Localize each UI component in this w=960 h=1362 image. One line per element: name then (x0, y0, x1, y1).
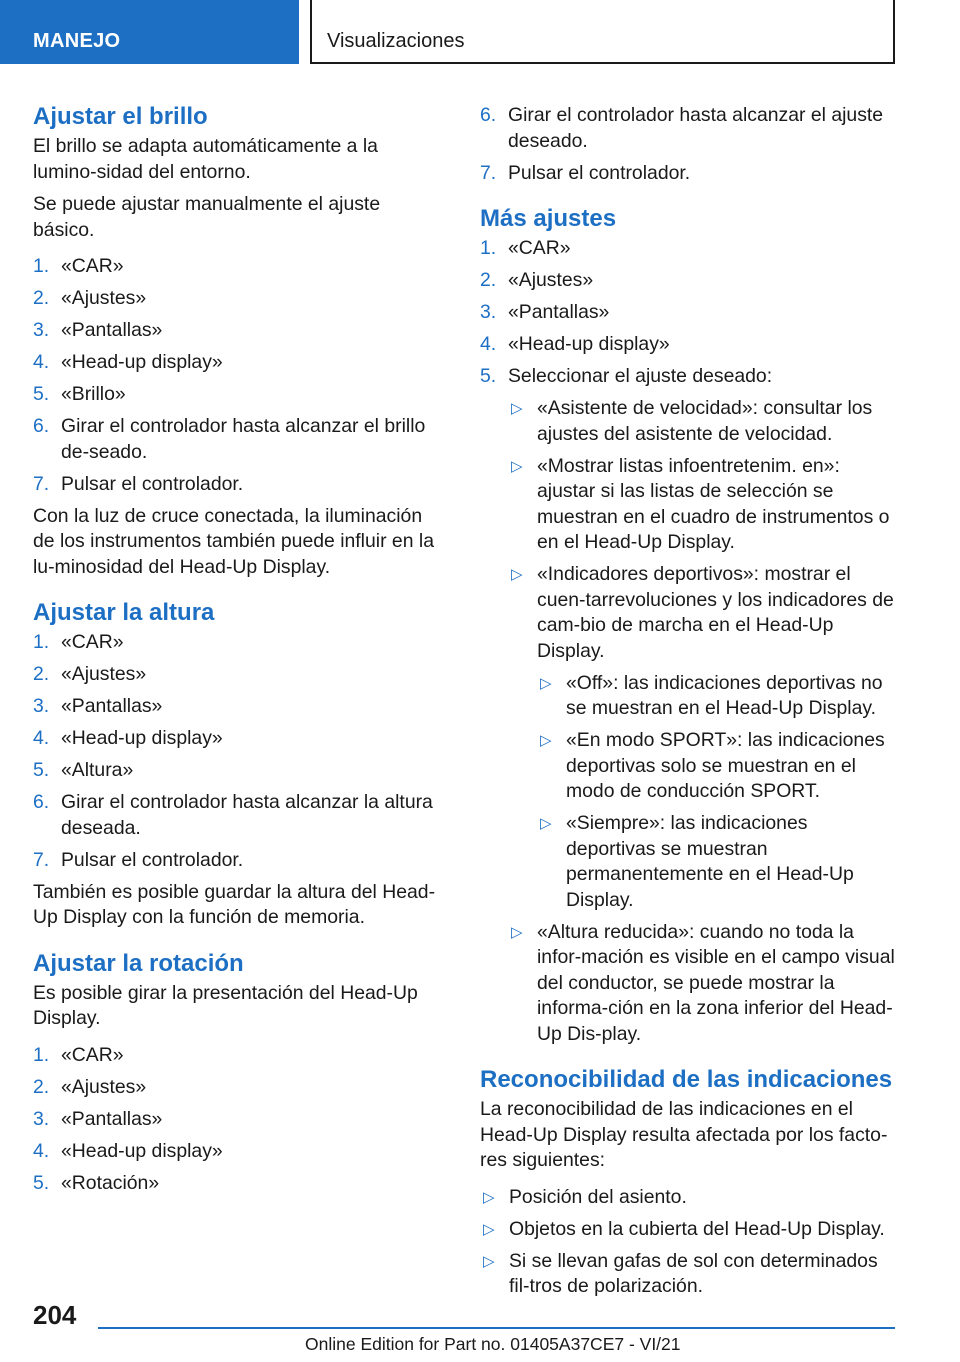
list-item (33, 790, 445, 841)
step-number: 7. (480, 161, 497, 184)
step-number: 4. (33, 351, 50, 373)
step-number: 1. (33, 255, 50, 277)
steps-rotation-continued (480, 103, 898, 186)
footer-divider (98, 1327, 895, 1329)
list-item (480, 1185, 898, 1211)
step-number: 2. (33, 1075, 50, 1098)
list-item (480, 332, 898, 358)
step-text: Seleccionar el ajuste deseado: (508, 365, 773, 387)
list-item (480, 364, 898, 1047)
step-text: «CAR» (61, 255, 124, 277)
list-item (33, 1075, 445, 1101)
paragraph: La reconocibilidad de las indicaciones en el Head-Up Display resulta afectada por los facto-res siguientes: (480, 1098, 888, 1171)
sub-options-list (537, 671, 898, 914)
step-number: 4. (33, 727, 50, 749)
triangle-bullet-icon: ▷ (540, 732, 552, 749)
heading-height: Ajustar la altura (33, 599, 215, 626)
step-number: 6. (33, 791, 50, 813)
triangle-bullet-icon: ▷ (511, 566, 523, 583)
step-number: 5. (33, 1171, 50, 1194)
option-text: «Asistente de velocidad»: consultar los ajustes del asistente de velocidad. (537, 397, 873, 445)
list-item (33, 1043, 445, 1069)
triangle-bullet-icon: ▷ (511, 457, 523, 475)
option-text: «En modo SPORT»: las indicaciones deportivas solo se muestran en el modo de conducción SPORT. (566, 729, 885, 802)
step-number: 4. (480, 333, 497, 355)
step-text: Pulsar el controlador. (508, 161, 691, 184)
step-text: Girar el controlador hasta alcanzar el ajuste deseado. (508, 104, 884, 152)
paragraph: También es posible guardar la altura del Head-Up Display con la función de memoria. (33, 880, 436, 928)
triangle-bullet-icon: ▷ (511, 400, 523, 417)
step-number: 6. (480, 104, 497, 126)
list-item (480, 1249, 898, 1300)
list-item (480, 300, 898, 326)
factor-text: Si se llevan gafas de sol con determinados fil-tros de polarización. (509, 1249, 878, 1297)
list-item (33, 1139, 445, 1165)
section-tab (0, 0, 299, 64)
triangle-bullet-icon: ▷ (483, 1220, 495, 1238)
step-text: «Head-up display» (508, 333, 670, 355)
step-text: «CAR» (61, 631, 124, 653)
step-text: Pulsar el controlador. (61, 848, 244, 871)
step-text: «Brillo» (61, 383, 126, 405)
triangle-bullet-icon: ▷ (540, 815, 552, 832)
option-text: «Off»: las indicaciones deportivas no se muestran en el Head-Up Display. (566, 671, 883, 719)
step-text: «Rotación» (61, 1171, 160, 1194)
heading-more-settings: Más ajustes (480, 205, 617, 232)
heading-brightness: Ajustar el brillo (33, 103, 208, 130)
option-text: «Mostrar listas infoentretenim. en»: ajustar si las listas de selección se muestran en el cuadro de instrumentos o en el Head-Up Display. (537, 454, 890, 553)
step-number: 3. (33, 695, 50, 717)
page-number: 204 (33, 1300, 77, 1330)
list-item (33, 254, 445, 280)
factor-text: Objetos en la cubierta del Head-Up Display. (509, 1217, 885, 1240)
left-column (33, 100, 445, 1203)
step-number: 5. (480, 365, 497, 387)
step-number: 3. (480, 301, 497, 323)
list-item (33, 472, 445, 498)
step-text: Girar el controlador hasta alcanzar el brillo de-seado. (61, 415, 426, 463)
step-text: Girar el controlador hasta alcanzar la altura deseada. (61, 791, 433, 839)
steps-rotation (33, 1043, 445, 1197)
list-item (508, 562, 898, 913)
list-item (33, 662, 445, 688)
step-number: 2. (33, 663, 50, 685)
list-item (33, 848, 445, 874)
list-item (33, 694, 445, 720)
right-column (480, 103, 898, 1306)
list-item (33, 758, 445, 784)
list-item (480, 268, 898, 294)
step-number: 1. (33, 1043, 50, 1066)
list-item (508, 920, 898, 1048)
step-text: «Ajustes» (508, 269, 594, 291)
list-item (537, 671, 898, 722)
step-number: 2. (33, 287, 50, 309)
triangle-bullet-icon: ▷ (483, 1252, 495, 1270)
factor-text: Posición del asiento. (509, 1185, 687, 1208)
factors-list (480, 1185, 898, 1300)
list-item (480, 236, 898, 262)
paragraph: El brillo se adapta automáticamente a la lumino-sidad del entorno. (33, 135, 378, 183)
list-item (480, 103, 898, 154)
step-text: «CAR» (61, 1043, 124, 1066)
options-list (508, 396, 898, 1047)
step-number: 6. (33, 415, 50, 437)
step-number: 7. (33, 848, 50, 871)
paragraph: Es posible girar la presentación del Head-Up Display. (33, 981, 418, 1029)
steps-more-settings (480, 236, 898, 1047)
option-text: «Indicadores deportivos»: mostrar el cuen-tarrevoluciones y los indicadores de cam-bio de marcha en el Head-Up Display. (537, 563, 894, 662)
triangle-bullet-icon: ▷ (540, 674, 552, 692)
list-item (33, 414, 445, 465)
step-text: Pulsar el controlador. (61, 472, 244, 495)
step-text: «Ajustes» (61, 287, 147, 309)
chapter-title: Visualizaciones (327, 30, 465, 52)
list-item (33, 286, 445, 312)
steps-brightness (33, 254, 445, 497)
triangle-bullet-icon: ▷ (483, 1188, 495, 1206)
list-item (508, 396, 898, 447)
list-item (33, 382, 445, 408)
option-text: «Siempre»: las indicaciones deportivas se muestran permanentemente en el Head-Up Display. (566, 812, 854, 911)
chapter-header (310, 0, 895, 64)
list-item (480, 1217, 898, 1243)
step-text: «Ajustes» (61, 663, 147, 685)
step-text: «Head-up display» (61, 1139, 223, 1162)
step-text: «CAR» (508, 237, 571, 259)
step-text: «Pantallas» (61, 695, 163, 717)
step-number: 1. (33, 631, 50, 653)
edition-note: Online Edition for Part no. 01405A37CE7 - VI/21 (305, 1334, 681, 1354)
list-item (33, 1171, 445, 1197)
step-number: 3. (33, 319, 50, 341)
heading-rotation: Ajustar la rotación (33, 949, 244, 977)
step-text: «Ajustes» (61, 1075, 147, 1098)
option-text: «Altura reducida»: cuando no toda la infor-mación es visible en el campo visual del conductor, se puede mostrar la informa-ción en la zona inferior del Head-Up Dis-play. (537, 920, 895, 1045)
section-label: MANEJO (33, 30, 121, 52)
step-number: 2. (480, 269, 497, 291)
list-item (508, 454, 898, 556)
list-item (33, 350, 445, 376)
step-text: «Pantallas» (508, 301, 610, 323)
triangle-bullet-icon: ▷ (511, 923, 523, 941)
step-number: 4. (33, 1139, 50, 1162)
step-number: 3. (33, 1107, 50, 1130)
paragraph: Se puede ajustar manualmente el ajuste básico. (33, 193, 381, 241)
list-item (33, 1107, 445, 1133)
heading-recognizability: Reconocibilidad de las indicaciones (480, 1066, 893, 1093)
step-text: «Head-up display» (61, 351, 223, 373)
step-text: «Head-up display» (61, 727, 223, 749)
list-item (33, 726, 445, 752)
step-number: 5. (33, 383, 50, 405)
list-item (537, 811, 898, 913)
list-item (33, 318, 445, 344)
step-text: «Pantallas» (61, 1107, 163, 1130)
list-item (537, 728, 898, 805)
list-item (33, 630, 445, 656)
step-text: «Altura» (61, 759, 134, 781)
steps-height (33, 630, 445, 873)
step-number: 7. (33, 472, 50, 495)
list-item (480, 161, 898, 187)
step-text: «Pantallas» (61, 319, 163, 341)
paragraph: Con la luz de cruce conectada, la iluminación de los instrumentos también puede influir en la lu-minosidad del Head-Up Display. (33, 504, 434, 578)
step-number: 1. (480, 237, 497, 259)
step-number: 5. (33, 759, 50, 781)
